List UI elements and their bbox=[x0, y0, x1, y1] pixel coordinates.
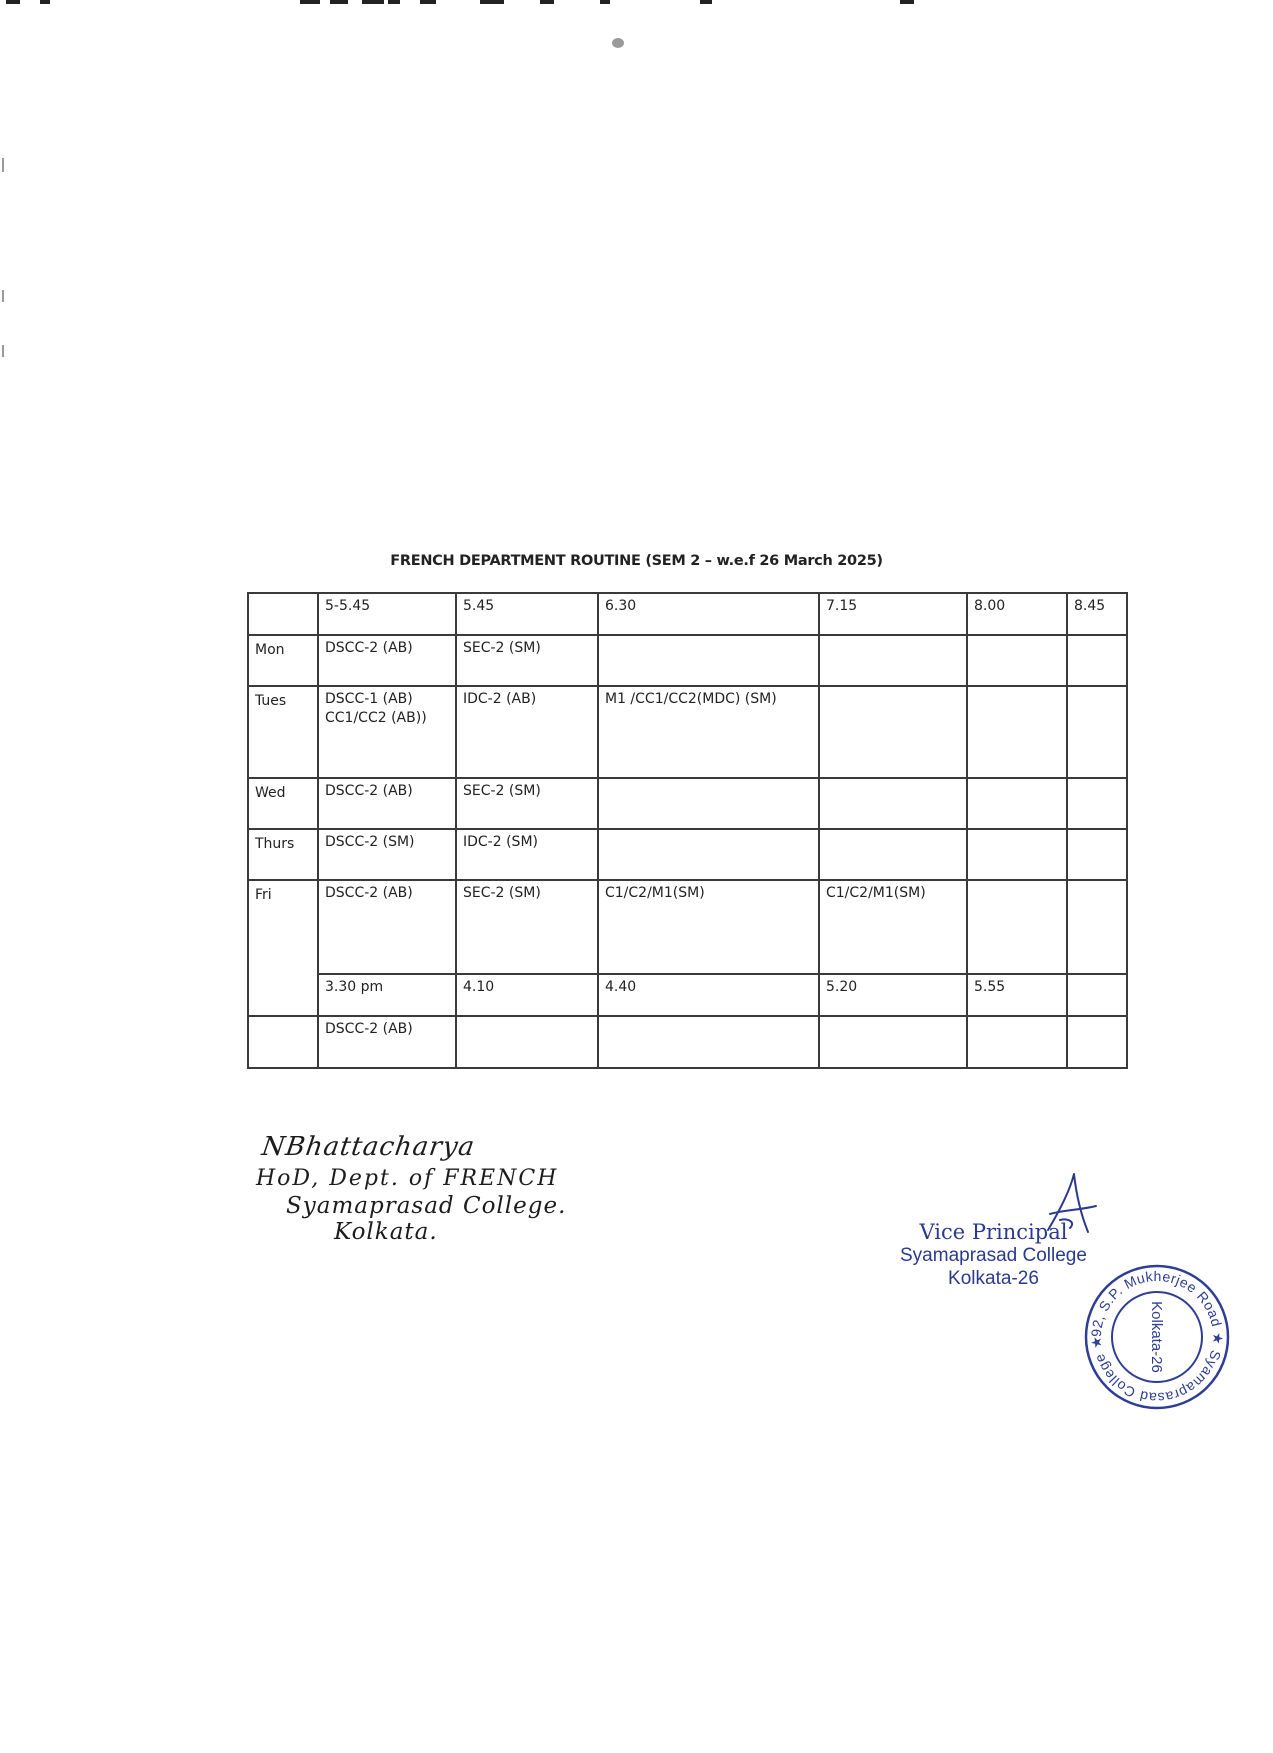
table-row bbox=[248, 829, 1127, 880]
afternoon-time-row bbox=[248, 974, 1127, 1016]
afternoon-slot-5: 5.55 bbox=[967, 974, 1067, 1016]
scan-edge-marks bbox=[0, 0, 1273, 6]
class-cell bbox=[318, 686, 456, 778]
time-slot-1: 5-5.45 bbox=[318, 593, 456, 635]
class-cell bbox=[819, 686, 967, 778]
class-cell bbox=[318, 778, 456, 829]
class-entry: DSCC-2 (AB) bbox=[325, 885, 413, 901]
class-entry: DSCC-2 (AB) bbox=[325, 783, 413, 799]
table-row bbox=[248, 686, 1127, 778]
class-entry: DSCC-2 (AB) bbox=[325, 1021, 413, 1037]
class-entry: CC1/CC2 (AB)) bbox=[325, 710, 427, 726]
table-row bbox=[248, 635, 1127, 686]
hod-signature-block bbox=[256, 1132, 566, 1245]
time-slot-5: 8.00 bbox=[967, 593, 1067, 635]
seal-inner-text: Kolkata-26 bbox=[1148, 1301, 1165, 1373]
class-cell bbox=[819, 829, 967, 880]
class-cell bbox=[456, 686, 598, 778]
routine-table bbox=[247, 592, 1128, 1069]
day-cell-wed: Wed bbox=[248, 778, 318, 829]
afternoon-slot-4: 5.20 bbox=[819, 974, 967, 1016]
class-cell bbox=[456, 880, 598, 974]
vp-college: Syamaprasad College bbox=[900, 1245, 1087, 1266]
class-entry: C1/C2/M1(SM) bbox=[826, 885, 926, 901]
class-cell bbox=[819, 1016, 967, 1068]
class-cell bbox=[598, 829, 819, 880]
class-cell bbox=[1067, 778, 1127, 829]
class-entry: DSCC-2 (AB) bbox=[325, 640, 413, 656]
class-entry: SEC-2 (SM) bbox=[463, 640, 541, 656]
class-cell bbox=[967, 880, 1067, 974]
class-cell bbox=[967, 829, 1067, 880]
empty-day-cell bbox=[248, 1016, 318, 1068]
class-cell bbox=[456, 829, 598, 880]
class-cell bbox=[967, 635, 1067, 686]
class-cell bbox=[1067, 635, 1127, 686]
scan-speck bbox=[2, 290, 4, 302]
class-cell bbox=[819, 778, 967, 829]
class-entry: SEC-2 (SM) bbox=[463, 783, 541, 799]
class-cell bbox=[967, 1016, 1067, 1068]
class-cell bbox=[1067, 880, 1127, 974]
class-cell bbox=[456, 778, 598, 829]
afternoon-slot-2: 4.10 bbox=[456, 974, 598, 1016]
hod-designation: HoD, Dept. of FRENCH bbox=[256, 1166, 559, 1191]
vice-principal-stamp bbox=[900, 1220, 1087, 1290]
afternoon-slot-6 bbox=[1067, 974, 1127, 1016]
day-cell-tues: Tues bbox=[248, 686, 318, 778]
class-entry: IDC-2 (SM) bbox=[463, 834, 538, 850]
class-cell bbox=[598, 686, 819, 778]
day-cell-mon: Mon bbox=[248, 635, 318, 686]
class-cell bbox=[967, 686, 1067, 778]
class-cell bbox=[456, 1016, 598, 1068]
class-cell bbox=[318, 880, 456, 974]
scan-speck bbox=[2, 345, 4, 357]
table-row bbox=[248, 778, 1127, 829]
class-cell bbox=[598, 1016, 819, 1068]
table-row bbox=[248, 880, 1127, 974]
time-slot-6: 8.45 bbox=[1067, 593, 1127, 635]
class-cell bbox=[598, 880, 819, 974]
day-cell-fri: Fri bbox=[248, 880, 318, 1016]
day-cell-thurs: Thurs bbox=[248, 829, 318, 880]
class-cell bbox=[598, 778, 819, 829]
college-seal bbox=[1082, 1262, 1232, 1412]
class-cell bbox=[318, 829, 456, 880]
class-entry: IDC-2 (AB) bbox=[463, 691, 537, 707]
document-title: FRENCH DEPARTMENT ROUTINE (SEM 2 – w.e.f 26 March 2025) bbox=[390, 553, 883, 569]
time-slot-4: 7.15 bbox=[819, 593, 967, 635]
class-cell bbox=[318, 635, 456, 686]
time-slot-3: 6.30 bbox=[598, 593, 819, 635]
scan-speck bbox=[612, 38, 624, 48]
scan-speck bbox=[2, 158, 4, 172]
class-cell bbox=[819, 635, 967, 686]
class-entry: DSCC-1 (AB) bbox=[325, 691, 413, 707]
afternoon-class-row bbox=[248, 1016, 1127, 1068]
class-cell bbox=[598, 635, 819, 686]
class-cell bbox=[318, 1016, 456, 1068]
class-cell bbox=[456, 635, 598, 686]
vp-title: Vice Principal bbox=[919, 1220, 1068, 1244]
seal-outer-text: 92, S.P. Mukherjee Road ★ Syamaprasad College ★ bbox=[1087, 1267, 1227, 1407]
hod-city: Kolkata. bbox=[334, 1219, 438, 1245]
afternoon-slot-3: 4.40 bbox=[598, 974, 819, 1016]
class-cell bbox=[819, 880, 967, 974]
class-cell bbox=[967, 778, 1067, 829]
afternoon-slot-1: 3.30 pm bbox=[318, 974, 456, 1016]
class-entry: C1/C2/M1(SM) bbox=[605, 885, 705, 901]
hod-college: Syamaprasad College. bbox=[286, 1193, 567, 1219]
header-row bbox=[248, 593, 1127, 635]
class-cell bbox=[1067, 1016, 1127, 1068]
class-cell bbox=[1067, 686, 1127, 778]
class-entry: SEC-2 (SM) bbox=[463, 885, 541, 901]
vp-city: Kolkata-26 bbox=[948, 1268, 1039, 1289]
time-slot-2: 5.45 bbox=[456, 593, 598, 635]
class-entry: M1 /CC1/CC2(MDC) (SM) bbox=[605, 691, 777, 707]
class-entry: DSCC-2 (SM) bbox=[325, 834, 415, 850]
corner-cell bbox=[248, 593, 318, 635]
class-cell bbox=[1067, 829, 1127, 880]
hod-signature-name: NBhattacharya bbox=[259, 1132, 478, 1162]
